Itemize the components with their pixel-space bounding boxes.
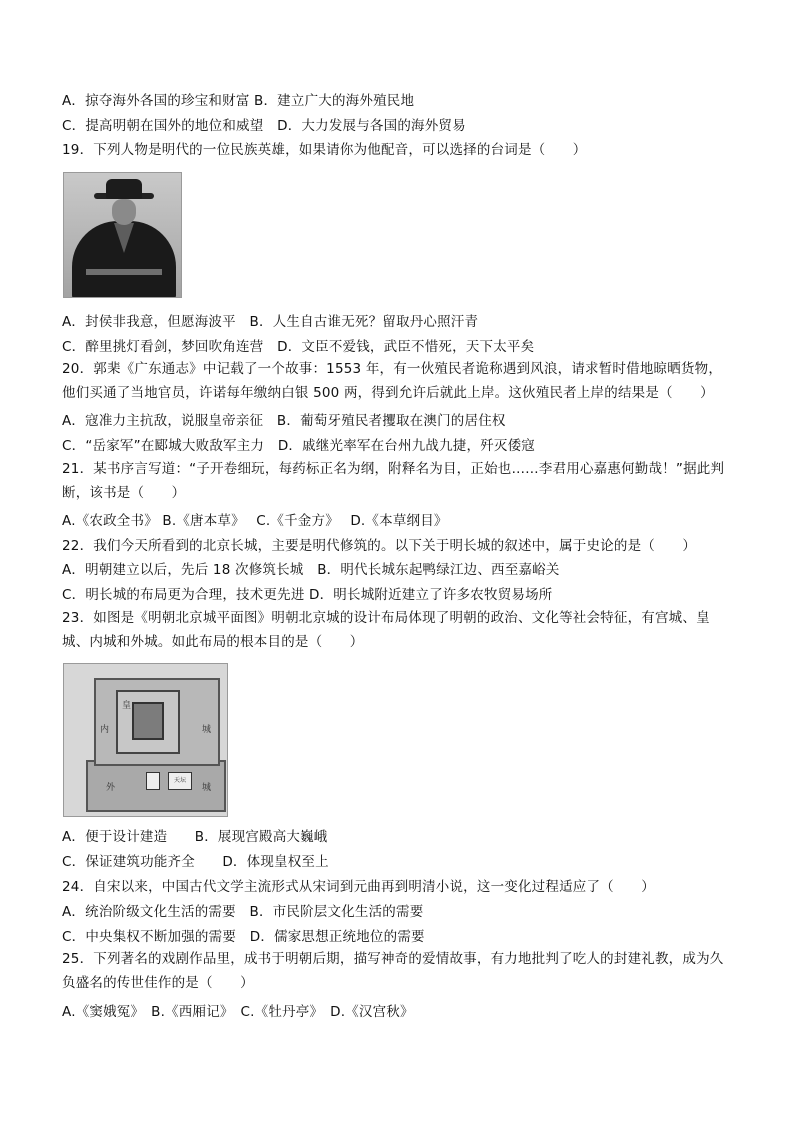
q19-question: 19．下列人物是明代的一位民族英雄，如果请你为他配音，可以选择的台词是（ ）: [62, 142, 587, 158]
portrait-icon: [63, 172, 182, 298]
q23-options-cd: C．保证建筑功能齐全 D．体现皇权至上: [62, 854, 329, 870]
q19-options-cd: C．醉里挑灯看剑，梦回吹角连营 D．文臣不爱钱，武臣不惜死，天下太平矣: [62, 339, 535, 355]
q24-options-ab: A．统治阶级文化生活的需要 B．市民阶层文化生活的需要: [62, 904, 424, 920]
q25-question: 25．下列著名的戏剧作品里，成书于明朝后期，描写神奇的爱情故事，有力地批判了吃人的封建礼教，成为久负盛名的传世佳作的是（ ）: [62, 951, 724, 991]
map-label-outer: 外: [106, 783, 116, 793]
q21-question: 21．某书序言写道：“子开卷细玩，每药标正名为纲，附释名为目，正始也……李君用心嘉惠何勤哉！”据此判断，该书是（ ）: [62, 461, 725, 501]
q20-options-ab: A．寇准力主抗敌，说服皇帝亲征 B．葡萄牙殖民者攫取在澳门的居住权: [62, 413, 506, 429]
map-label-inner: 内: [100, 725, 110, 735]
q23-question: 23．如图是《明朝北京城平面图》明朝北京城的设计布局体现了明朝的政治、文化等社会特征，有宫城、皇城、内城和外城。如此布局的根本目的是（ ）: [62, 610, 710, 650]
q22-options-ab: A．明朝建立以后，先后 18 次修筑长城 B．明代长城东起鸭绿江边、西至嘉峪关: [62, 562, 560, 578]
q20-options-cd: C．“岳家军”在郾城大败敌军主力 D．戚继光率军在台州九战九捷，歼灭倭寇: [62, 438, 536, 454]
map-label-east: 城: [202, 783, 212, 793]
q18-options-ab: A．掠夺海外各国的珍宝和财富 B．建立广大的海外殖民地: [62, 93, 415, 109]
q18-options-cd: C．提高明朝在国外的地位和威望 D．大力发展与各国的海外贸易: [62, 118, 466, 134]
map-label-imperial: 皇: [122, 701, 132, 711]
q23-options-ab: A．便于设计建造 B．展现宫殿高大巍峨: [62, 829, 328, 845]
map-label-temple: 天坛: [168, 772, 192, 790]
q24-options-cd: C．中央集权不断加强的需要 D．儒家思想正统地位的需要: [62, 929, 425, 945]
city-map-icon: [63, 663, 228, 817]
q22-question: 22．我们今天所看到的北京长城，主要是明代修筑的。以下关于明长城的叙述中，属于史论的是（ ）: [62, 538, 697, 554]
map-label-north: 城: [202, 725, 212, 735]
q21-options: A.《农政全书》 B.《唐本草》 C.《千金方》 D.《本草纲目》: [62, 513, 448, 529]
q24-question: 24．自宋以来，中国古代文学主流形式从宋词到元曲再到明清小说，这一变化过程适应了（ ）: [62, 879, 655, 895]
q22-options-cd: C．明长城的布局更为合理，技术更先进 D．明长城附近建立了许多农牧贸易场所: [62, 587, 553, 603]
q20-question: 20．郭棐《广东通志》中记载了一个故事：1553 年，有一伙殖民者诡称遇到风浪，请求暂时借地晾晒货物，他们买通了当地官员，许诺每年缴纳白银 500 两，得到允许后就此上岸。这伙殖民者上岸的结果是（ ）: [62, 361, 723, 401]
q25-options: A.《窦娥冤》 B.《西厢记》 C.《牡丹亭》 D.《汉宫秋》: [62, 1004, 414, 1020]
q19-options-ab: A．封侯非我意，但愿海波平 B．人生自古谁无死？留取丹心照汗青: [62, 314, 479, 330]
